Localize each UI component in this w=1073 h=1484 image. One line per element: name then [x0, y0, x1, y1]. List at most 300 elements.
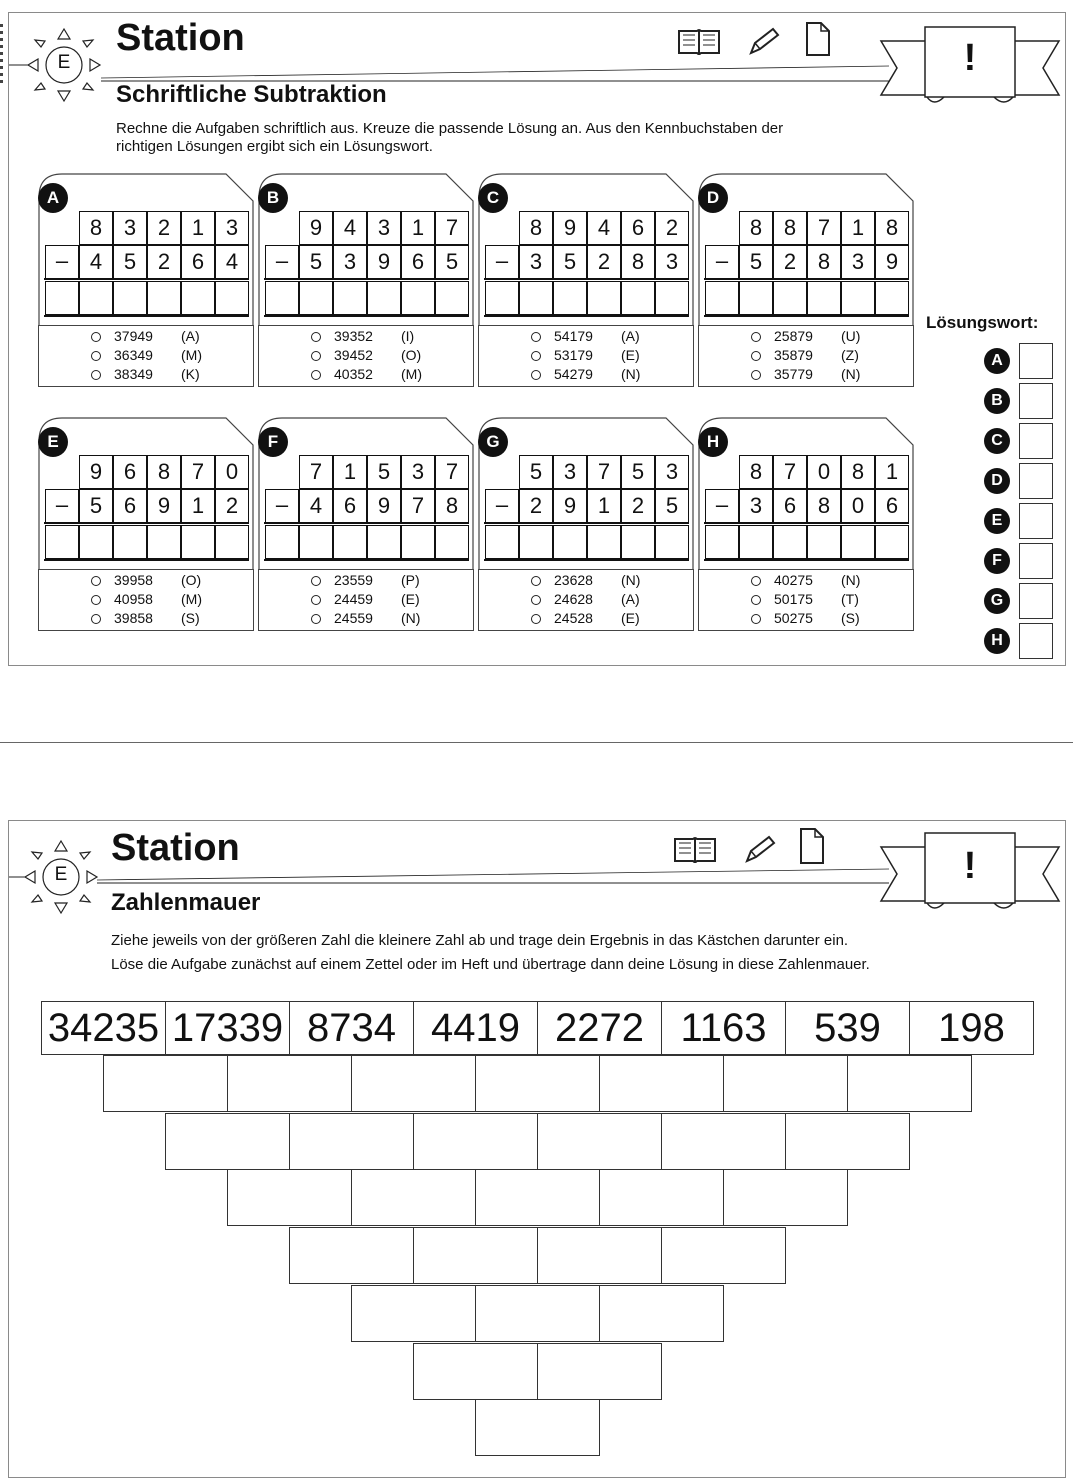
minuend-digit: 8: [875, 211, 909, 245]
answer-digit-box[interactable]: [485, 525, 519, 559]
subtrahend-digit: 4: [299, 489, 333, 523]
minus-sign: –: [495, 248, 509, 273]
subtrahend-digit: 2: [215, 489, 249, 523]
subtrahend-digit: 6: [875, 489, 909, 523]
answer-digit-box[interactable]: [215, 281, 249, 315]
subtrahend-digit: 5: [435, 245, 469, 279]
answer-digit-box[interactable]: [333, 525, 367, 559]
radio-circle-icon[interactable]: [91, 576, 101, 586]
answer-option[interactable]: [259, 572, 475, 591]
option-letter: (M): [401, 366, 422, 382]
radio-circle-icon[interactable]: [531, 351, 541, 361]
radio-circle-icon[interactable]: [531, 332, 541, 342]
subtraction-grid: [704, 211, 909, 319]
radio-circle-icon[interactable]: [531, 576, 541, 586]
option-value: 24528: [554, 610, 593, 626]
answer-digit-box[interactable]: [553, 525, 587, 559]
option-value: 39858: [114, 610, 153, 626]
subtraction-grid: [264, 211, 469, 319]
wall-brick[interactable]: [599, 1055, 724, 1112]
answer-option[interactable]: [259, 591, 475, 610]
subtrahend-digit: 9: [147, 489, 181, 523]
answer-option[interactable]: [39, 328, 255, 347]
answer-option[interactable]: [39, 591, 255, 610]
minuend-digit: 4: [587, 211, 621, 245]
option-letter: (N): [841, 366, 861, 382]
option-letter: (T): [841, 591, 859, 607]
operator-cell: [485, 245, 519, 279]
solution-letter-box[interactable]: [1019, 423, 1053, 459]
answer-digit-box[interactable]: [435, 525, 469, 559]
option-value: 24559: [334, 610, 373, 626]
pencil-icon: [745, 27, 781, 57]
minuend-digit: 8: [519, 211, 553, 245]
answer-digit-box[interactable]: [875, 281, 909, 315]
minuend-digit: 7: [587, 455, 621, 489]
minuend-digit: 8: [739, 211, 773, 245]
option-letter: (E): [401, 591, 420, 607]
answer-digit-box[interactable]: [841, 281, 875, 315]
minuend-digit: 7: [435, 455, 469, 489]
answer-option[interactable]: [39, 610, 255, 629]
option-letter: (E): [621, 347, 640, 363]
subtrahend-digit: 3: [655, 245, 689, 279]
solution-letter-badge: E: [984, 508, 1010, 534]
solution-letter-badge: G: [984, 588, 1010, 614]
answer-digit-box[interactable]: [519, 525, 553, 559]
answer-digit-box[interactable]: [147, 281, 181, 315]
answer-digit-box[interactable]: [113, 525, 147, 559]
radio-circle-icon[interactable]: [311, 332, 321, 342]
attention-mark: !: [963, 37, 977, 79]
task-b: [258, 173, 474, 391]
subtrahend-digit: 7: [401, 489, 435, 523]
wall-brick[interactable]: [475, 1399, 600, 1456]
underline: [484, 559, 689, 561]
subtrahend-digit: 4: [215, 245, 249, 279]
wall-row: [413, 1343, 663, 1399]
answer-digit-box[interactable]: [299, 525, 333, 559]
option-value: 24628: [554, 591, 593, 607]
answer-option[interactable]: [699, 591, 915, 610]
subtraction-grid: [264, 455, 469, 563]
attention-mark: !: [963, 845, 977, 887]
wall-brick[interactable]: [537, 1227, 662, 1284]
operator-cell: [45, 245, 79, 279]
wall-brick[interactable]: [723, 1055, 848, 1112]
solution-letter-badge: F: [984, 548, 1010, 574]
radio-circle-icon[interactable]: [751, 614, 761, 624]
minuend-digit: 8: [841, 455, 875, 489]
answer-option[interactable]: [259, 366, 475, 385]
option-value: 54279: [554, 366, 593, 382]
wall-brick[interactable]: [227, 1055, 352, 1112]
wall-brick[interactable]: [165, 1113, 290, 1170]
answer-digit-box[interactable]: [773, 281, 807, 315]
answer-option[interactable]: [259, 610, 475, 629]
answer-option[interactable]: [479, 366, 695, 385]
solution-letter-box[interactable]: [1019, 463, 1053, 499]
instruction-line-2: richtigen Lösungen ergibt sich ein Lösungswort.: [116, 138, 433, 155]
task-label-badge: B: [258, 183, 288, 213]
subtraction-grid: [484, 211, 689, 319]
option-value: 53179: [554, 347, 593, 363]
minuend-digit: 0: [215, 455, 249, 489]
wall-row: [165, 1113, 911, 1169]
wall-brick[interactable]: [351, 1055, 476, 1112]
minuend-digit: 8: [773, 211, 807, 245]
subtrahend-digit: 8: [807, 489, 841, 523]
subtrahend-digit: 5: [79, 489, 113, 523]
option-value: 39452: [334, 347, 373, 363]
wall-top-brick: 17339: [165, 1001, 290, 1055]
subtraction-grid: [484, 455, 689, 563]
answer-digit-box[interactable]: [401, 525, 435, 559]
answer-digit-box[interactable]: [739, 281, 773, 315]
answer-option[interactable]: [39, 347, 255, 366]
wall-row: [351, 1285, 725, 1341]
answer-digit-box[interactable]: [655, 281, 689, 315]
task-label-badge: C: [478, 183, 508, 213]
subtrahend-digit: 2: [621, 489, 655, 523]
instruction-line-1: Ziehe jeweils von der größeren Zahl die kleinere Zahl ab und trage dein Ergebnis in das Kästchen darunter ein.: [111, 932, 849, 949]
wall-brick[interactable]: [475, 1169, 600, 1226]
minuend-digit: 7: [181, 455, 215, 489]
subtrahend-digit: 9: [553, 489, 587, 523]
radio-circle-icon[interactable]: [751, 351, 761, 361]
minuend-digit: 7: [773, 455, 807, 489]
option-letter: (P): [401, 572, 420, 588]
wall-brick[interactable]: [351, 1169, 476, 1226]
wall-row: [475, 1399, 601, 1455]
subtrahend-digit: 6: [401, 245, 435, 279]
subtraction-grid: [44, 455, 249, 563]
subtrahend-digit: 5: [553, 245, 587, 279]
option-letter: (N): [621, 366, 641, 382]
option-value: 40275: [774, 572, 813, 588]
solution-letter-box[interactable]: [1019, 383, 1053, 419]
answer-digit-box[interactable]: [299, 281, 333, 315]
instruction-line-1: Rechne die Aufgaben schriftlich aus. Kreuze die passende Lösung an. Aus den Kennbuchstaben der: [116, 120, 784, 137]
subtrahend-digit: 6: [773, 489, 807, 523]
subtrahend-digit: 2: [773, 245, 807, 279]
option-value: 40352: [334, 366, 373, 382]
station-card-subtraction: [8, 12, 1066, 666]
minuend-digit: 8: [739, 455, 773, 489]
answer-option[interactable]: [699, 610, 915, 629]
answer-digit-box[interactable]: [113, 281, 147, 315]
option-letter: (K): [181, 366, 200, 382]
wall-brick[interactable]: [289, 1227, 414, 1284]
answer-digit-box[interactable]: [215, 525, 249, 559]
option-value: 36349: [114, 347, 153, 363]
answer-digit-box[interactable]: [367, 525, 401, 559]
answer-option[interactable]: [699, 572, 915, 591]
minuend-digit: 1: [875, 455, 909, 489]
answer-digit-box[interactable]: [265, 281, 299, 315]
answer-digit-box[interactable]: [147, 525, 181, 559]
page-title: Station: [111, 827, 240, 869]
underline: [704, 315, 909, 317]
minuend-digit: 7: [807, 211, 841, 245]
option-value: 54179: [554, 328, 593, 344]
wall-brick[interactable]: [785, 1113, 910, 1170]
answer-option[interactable]: [479, 572, 695, 591]
option-value: 23559: [334, 572, 373, 588]
subtrahend-digit: 0: [841, 489, 875, 523]
answer-digit-box[interactable]: [875, 525, 909, 559]
answer-digit-box[interactable]: [181, 525, 215, 559]
subtrahend-digit: 3: [333, 245, 367, 279]
answer-digit-box[interactable]: [553, 281, 587, 315]
task-d: [698, 173, 914, 391]
option-letter: (S): [841, 610, 860, 626]
radio-circle-icon[interactable]: [751, 595, 761, 605]
wall-top-brick: 34235: [41, 1001, 166, 1055]
subtrahend-digit: 4: [79, 245, 113, 279]
minuend-digit: 3: [401, 455, 435, 489]
wall-brick[interactable]: [723, 1169, 848, 1226]
minuend-digit: 4: [333, 211, 367, 245]
subtrahend-digit: 8: [621, 245, 655, 279]
task-e: [38, 417, 254, 635]
wall-brick[interactable]: [413, 1113, 538, 1170]
option-value: 40958: [114, 591, 153, 607]
radio-circle-icon[interactable]: [91, 351, 101, 361]
wall-brick[interactable]: [537, 1343, 662, 1400]
radio-circle-icon[interactable]: [311, 614, 321, 624]
radio-circle-icon[interactable]: [91, 332, 101, 342]
station-card-number-wall: [8, 820, 1066, 1478]
answer-digit-box[interactable]: [587, 281, 621, 315]
answer-digit-box[interactable]: [621, 281, 655, 315]
wall-brick[interactable]: [413, 1343, 538, 1400]
section-title: Schriftliche Subtraktion: [116, 81, 387, 108]
edge-marks: [0, 24, 3, 84]
option-value: 24459: [334, 591, 373, 607]
option-letter: (M): [181, 347, 202, 363]
solution-row: [984, 623, 1064, 659]
minuend-digit: 5: [367, 455, 401, 489]
minus-sign: –: [275, 248, 289, 273]
task-f: [258, 417, 474, 635]
answer-digit-box[interactable]: [705, 525, 739, 559]
operator-cell: [265, 489, 299, 523]
option-letter: (A): [621, 328, 640, 344]
solution-letter-box[interactable]: [1019, 543, 1053, 579]
subtrahend-digit: 3: [841, 245, 875, 279]
solution-row: [984, 503, 1064, 539]
result-line: [264, 522, 469, 524]
result-line: [264, 278, 469, 280]
answer-digit-box[interactable]: [519, 281, 553, 315]
option-letter: (N): [841, 572, 861, 588]
radio-circle-icon[interactable]: [751, 370, 761, 380]
radio-circle-icon[interactable]: [311, 351, 321, 361]
minuend-digit: 3: [215, 211, 249, 245]
wall-top-row: [41, 1001, 1035, 1055]
minus-sign: –: [275, 492, 289, 517]
answer-digit-box[interactable]: [265, 525, 299, 559]
minuend-digit: 0: [807, 455, 841, 489]
task-label-badge: A: [38, 183, 68, 213]
solution-letter-box[interactable]: [1019, 623, 1053, 659]
radio-circle-icon[interactable]: [311, 370, 321, 380]
radio-circle-icon[interactable]: [531, 595, 541, 605]
minuend-digit: 8: [147, 455, 181, 489]
subtrahend-digit: 3: [519, 245, 553, 279]
operator-cell: [705, 245, 739, 279]
radio-circle-icon[interactable]: [91, 370, 101, 380]
option-value: 35779: [774, 366, 813, 382]
answer-option[interactable]: [259, 328, 475, 347]
underline: [484, 315, 689, 317]
subtrahend-digit: 9: [875, 245, 909, 279]
answer-digit-box[interactable]: [587, 525, 621, 559]
wall-brick[interactable]: [661, 1113, 786, 1170]
answer-option[interactable]: [39, 572, 255, 591]
radio-circle-icon[interactable]: [531, 370, 541, 380]
answer-digit-box[interactable]: [367, 281, 401, 315]
answer-digit-box[interactable]: [841, 525, 875, 559]
answer-digit-box[interactable]: [401, 281, 435, 315]
answer-option[interactable]: [479, 610, 695, 629]
solution-letter-box[interactable]: [1019, 503, 1053, 539]
task-a: [38, 173, 254, 391]
answer-digit-box[interactable]: [333, 281, 367, 315]
subtrahend-digit: 8: [435, 489, 469, 523]
answer-digit-box[interactable]: [739, 525, 773, 559]
subtrahend-digit: 6: [113, 489, 147, 523]
answer-option[interactable]: [479, 347, 695, 366]
answer-options: [698, 569, 914, 631]
radio-circle-icon[interactable]: [91, 595, 101, 605]
solution-letter-box[interactable]: [1019, 583, 1053, 619]
radio-circle-icon[interactable]: [311, 595, 321, 605]
answer-option[interactable]: [699, 366, 915, 385]
result-line: [484, 522, 689, 524]
operator-cell: [265, 245, 299, 279]
minuend-digit: 6: [113, 455, 147, 489]
wall-top-brick: 198: [909, 1001, 1034, 1055]
minuend-digit: 9: [553, 211, 587, 245]
subtrahend-digit: 5: [655, 489, 689, 523]
answer-option[interactable]: [259, 347, 475, 366]
solution-row: [984, 583, 1064, 619]
minuend-digit: 9: [299, 211, 333, 245]
solution-row: [984, 423, 1064, 459]
answer-digit-box[interactable]: [773, 525, 807, 559]
wall-top-brick: 539: [785, 1001, 910, 1055]
operator-cell: [45, 489, 79, 523]
answer-digit-box[interactable]: [655, 525, 689, 559]
operator-cell: [485, 489, 519, 523]
answer-option[interactable]: [699, 328, 915, 347]
minus-sign: –: [55, 492, 69, 517]
minus-sign: –: [55, 248, 69, 273]
answer-digit-box[interactable]: [79, 525, 113, 559]
subtrahend-digit: 5: [299, 245, 333, 279]
wall-brick[interactable]: [847, 1055, 972, 1112]
option-value: 50275: [774, 610, 813, 626]
wall-top-brick: 4419: [413, 1001, 538, 1055]
minuend-digit: 9: [79, 455, 113, 489]
sun-letter: E: [54, 864, 68, 885]
wall-brick[interactable]: [475, 1055, 600, 1112]
answer-digit-box[interactable]: [485, 281, 519, 315]
option-value: 23628: [554, 572, 593, 588]
answer-digit-box[interactable]: [807, 281, 841, 315]
wall-brick[interactable]: [661, 1227, 786, 1284]
wall-brick[interactable]: [599, 1285, 724, 1342]
option-letter: (N): [621, 572, 641, 588]
option-letter: (M): [181, 591, 202, 607]
answer-option[interactable]: [479, 328, 695, 347]
radio-circle-icon[interactable]: [91, 614, 101, 624]
minuend-digit: 2: [147, 211, 181, 245]
solution-letter-box[interactable]: [1019, 343, 1053, 379]
answer-options: [478, 325, 694, 387]
subtrahend-digit: 2: [587, 245, 621, 279]
answer-digit-box[interactable]: [435, 281, 469, 315]
wall-brick[interactable]: [227, 1169, 352, 1226]
minuend-digit: 1: [401, 211, 435, 245]
minuend-digit: 1: [333, 455, 367, 489]
minuend-digit: 3: [367, 211, 401, 245]
subtrahend-digit: 5: [113, 245, 147, 279]
answer-option[interactable]: [479, 591, 695, 610]
radio-circle-icon[interactable]: [531, 614, 541, 624]
answer-digit-box[interactable]: [621, 525, 655, 559]
task-label-badge: H: [698, 427, 728, 457]
radio-circle-icon[interactable]: [751, 332, 761, 342]
answer-digit-box[interactable]: [705, 281, 739, 315]
solution-row: [984, 343, 1064, 379]
answer-options: [38, 569, 254, 631]
wall-top-brick: 1163: [661, 1001, 786, 1055]
solution-row: [984, 383, 1064, 419]
page-title: Station: [116, 17, 245, 59]
subtrahend-digit: 9: [367, 489, 401, 523]
subtrahend-digit: 9: [367, 245, 401, 279]
wall-brick[interactable]: [351, 1285, 476, 1342]
wall-brick[interactable]: [103, 1055, 228, 1112]
answer-digit-box[interactable]: [45, 525, 79, 559]
minus-sign: –: [715, 492, 729, 517]
wall-brick[interactable]: [537, 1113, 662, 1170]
answer-digit-box[interactable]: [807, 525, 841, 559]
task-g: [478, 417, 694, 635]
option-value: 37949: [114, 328, 153, 344]
radio-circle-icon[interactable]: [751, 576, 761, 586]
underline: [44, 315, 249, 317]
sun-letter: E: [57, 52, 71, 73]
wall-brick[interactable]: [289, 1113, 414, 1170]
answer-option[interactable]: [699, 347, 915, 366]
minuend-digit: 3: [655, 455, 689, 489]
subtrahend-digit: 5: [739, 245, 773, 279]
wall-brick[interactable]: [475, 1285, 600, 1342]
solution-row: [984, 543, 1064, 579]
solution-row: [984, 463, 1064, 499]
wall-brick[interactable]: [413, 1227, 538, 1284]
answer-digit-box[interactable]: [45, 281, 79, 315]
answer-digit-box[interactable]: [181, 281, 215, 315]
wall-brick[interactable]: [599, 1169, 724, 1226]
answer-option[interactable]: [39, 366, 255, 385]
answer-digit-box[interactable]: [79, 281, 113, 315]
radio-circle-icon[interactable]: [311, 576, 321, 586]
